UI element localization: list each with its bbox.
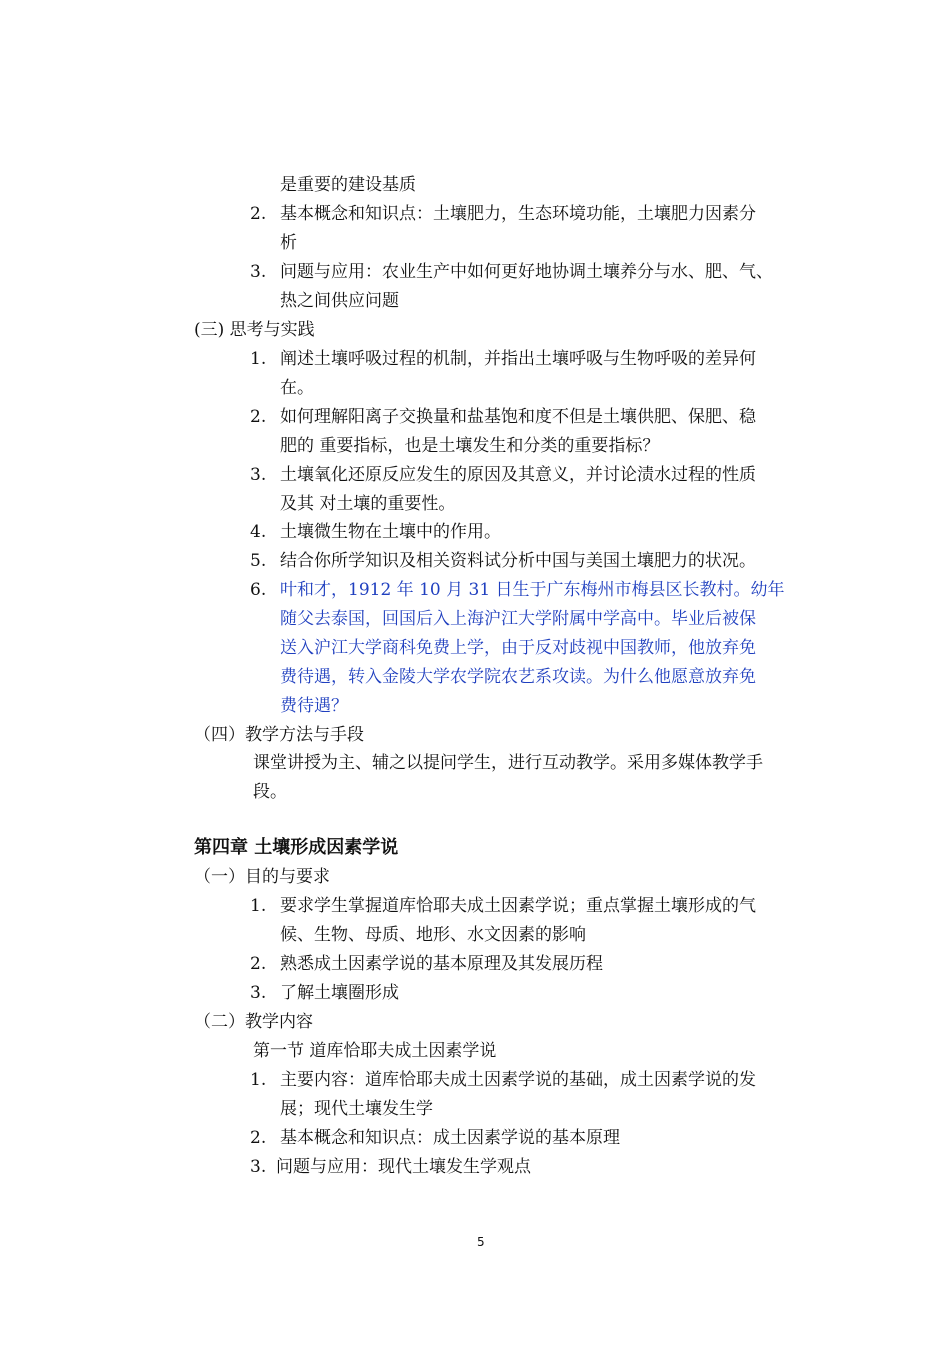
list-item-text: 土壤氧化还原反应发生的原因及其意义，并讨论渍水过程的性质 <box>280 465 756 485</box>
list-item-text: 及其 对土壤的重要性。 <box>280 494 456 514</box>
list-item-text: 在。 <box>280 378 314 398</box>
subsection-title: 第一节 道库恰耶夫成土因素学说 <box>253 1041 497 1061</box>
list-number: 2. <box>250 1128 267 1148</box>
list-number: 2. <box>250 204 267 224</box>
list-item-text: 要求学生掌握道库恰耶夫成土因素学说；重点掌握土壤形成的气 <box>280 896 756 916</box>
list-number: 3. <box>250 983 267 1003</box>
list-number: 1. <box>250 896 267 916</box>
list-item-text: 结合你所学知识及相关资料试分析中国与美国土壤肥力的状况。 <box>280 551 756 571</box>
list-item-text: 问题与应用：农业生产中如何更好地协调土壤养分与水、肥、气、 <box>280 262 773 282</box>
highlighted-text: 随父去泰国，回国后入上海沪江大学附属中学高中。毕业后被保 <box>280 609 756 629</box>
list-item-text: 基本概念和知识点：土壤肥力，生态环境功能，土壤肥力因素分 <box>280 204 756 224</box>
paragraph-line: 是重要的建设基质 <box>280 175 416 195</box>
list-item-text: 析 <box>280 233 297 253</box>
list-number: 5. <box>250 551 267 571</box>
list-number: 6. <box>250 580 267 600</box>
list-item-text: 基本概念和知识点：成土因素学说的基本原理 <box>280 1128 620 1148</box>
list-item-text: 阐述土壤呼吸过程的机制，并指出土壤呼吸与生物呼吸的差异何 <box>280 349 756 369</box>
list-item-text: 土壤微生物在土壤中的作用。 <box>280 522 501 542</box>
section-heading: （四）教学方法与手段 <box>194 725 364 745</box>
highlighted-text: 费待遇？ <box>280 696 348 716</box>
paragraph-line: 课堂讲授为主、辅之以提问学生，进行互动教学。采用多媒体教学手 <box>253 753 763 773</box>
list-number: 3. <box>250 465 267 485</box>
list-number: 2. <box>250 954 267 974</box>
list-item-text: 候、生物、母质、地形、水文因素的影响 <box>280 925 586 945</box>
list-item-text: 热之间供应问题 <box>280 291 399 311</box>
section-heading: （一）目的与要求 <box>194 867 330 887</box>
list-item-text: 主要内容：道库恰耶夫成土因素学说的基础，成土因素学说的发 <box>280 1070 756 1090</box>
list-item-text: 如何理解阳离子交换量和盐基饱和度不但是土壤供肥、保肥、稳 <box>280 407 756 427</box>
list-number: 3. <box>250 262 267 282</box>
list-number: 1. <box>250 1070 267 1090</box>
section-heading: (三) 思考与实践 <box>194 320 315 340</box>
list-item-text: 展；现代土壤发生学 <box>280 1099 433 1119</box>
list-number: 2. <box>250 407 267 427</box>
list-item-text: 问题与应用：现代土壤发生学观点 <box>276 1157 531 1177</box>
highlighted-text: 费待遇，转入金陵大学农学院农艺系攻读。为什么他愿意放弃免 <box>280 667 756 687</box>
list-number: 1. <box>250 349 267 369</box>
page-number: 5 <box>477 1235 485 1249</box>
chapter-title: 第四章 土壤形成因素学说 <box>194 837 399 858</box>
list-item-text: 熟悉成土因素学说的基本原理及其发展历程 <box>280 954 603 974</box>
list-item-text: 肥的 重要指标，也是土壤发生和分类的重要指标？ <box>280 436 660 456</box>
paragraph-line: 段。 <box>253 782 287 802</box>
list-item-text: 了解土壤圈形成 <box>280 983 399 1003</box>
list-number: 3. <box>250 1157 267 1177</box>
highlighted-text: 叶和才，1912 年 10 月 31 日生于广东梅州市梅县区长教村。幼年 <box>280 580 785 600</box>
list-number: 4. <box>250 522 267 542</box>
section-heading: （二）教学内容 <box>194 1012 313 1032</box>
highlighted-text: 送入沪江大学商科免费上学，由于反对歧视中国教师，他放弃免 <box>280 638 756 658</box>
